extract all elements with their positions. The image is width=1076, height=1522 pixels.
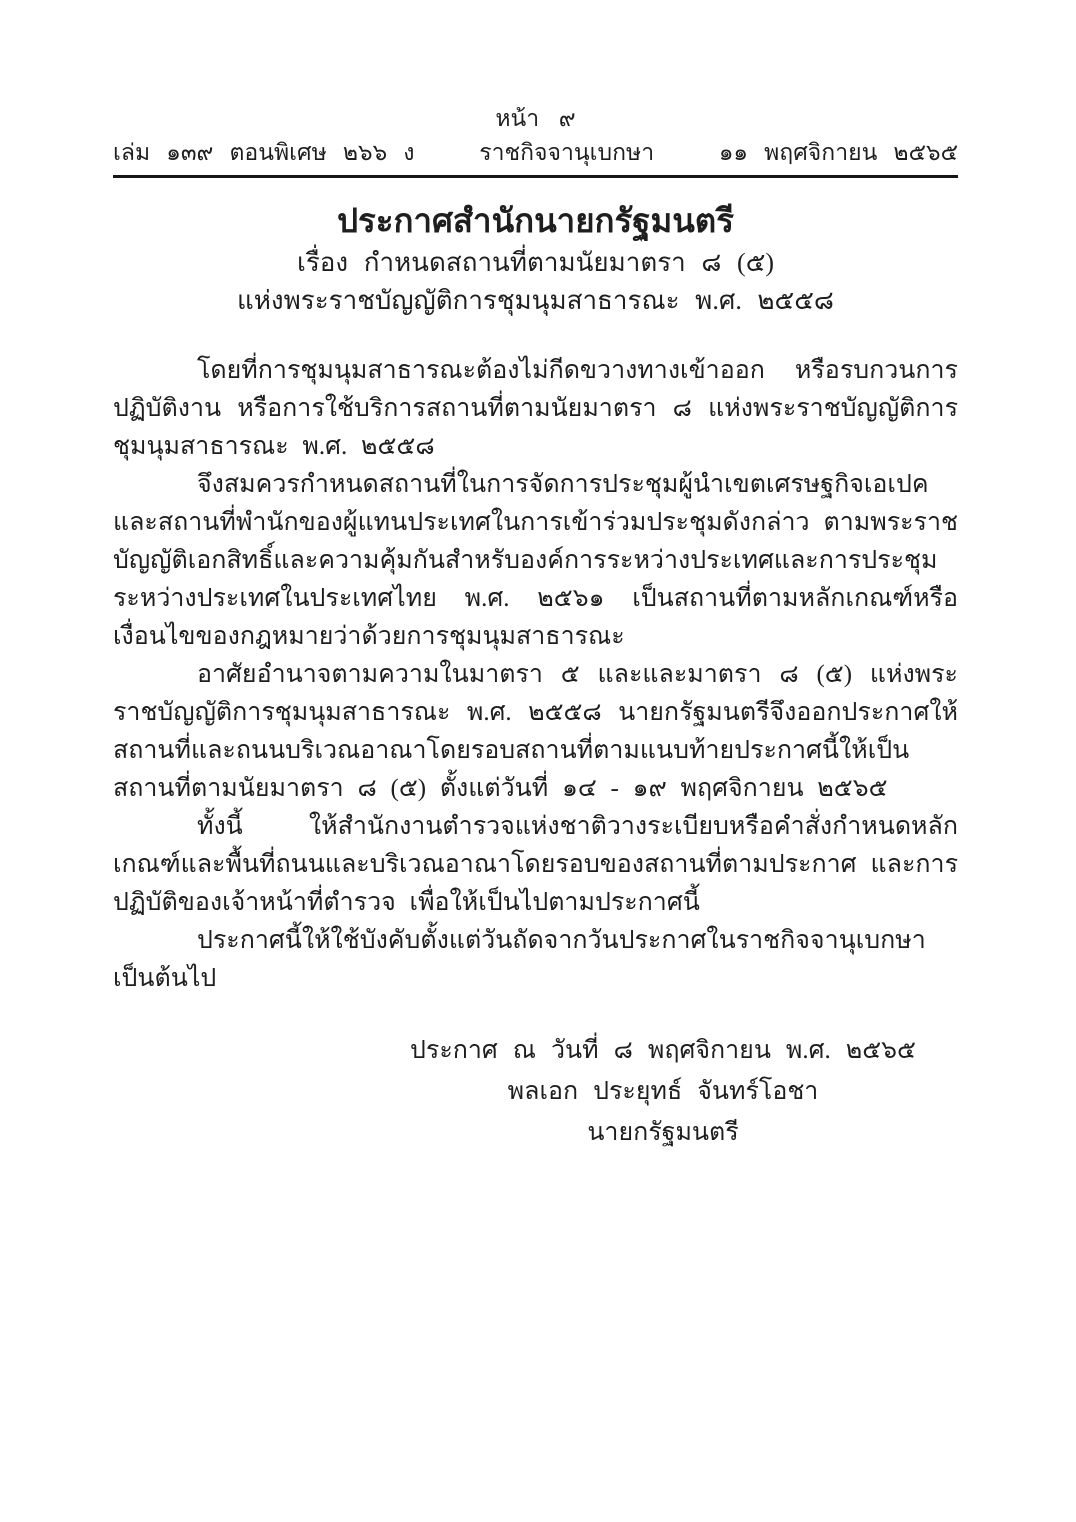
page-number: หน้า ๙ (495, 106, 576, 131)
document-body (113, 352, 958, 998)
document-subject: เรื่อง กำหนดสถานที่ตามนัยมาตรา ๘ (๕) (296, 248, 775, 277)
signatory-title: นายกรัฐมนตรี (587, 1119, 739, 1146)
paragraph: อาศัยอำนาจตามความในมาตรา ๕ และและมาตรา ๘ (๕) แห่งพระราชบัญญัติการชุมนุมสาธารณะ พ.ศ. ๒๕๕๘ นายกรัฐมนตรีจึงออกประกาศให้สถานที่และถนนบริเวณอาณาโดยรอบสถานที่ตามแนบท้ายประกาศนี้ให้เป็นสถานที่ตามนัยมาตรา ๘ (๕) ตั้งแต่วันที่ ๑๔ - ๑๙ พฤศจิกายน ๒๕๖๕ (113, 661, 958, 802)
page-header (113, 104, 958, 178)
signature-block (383, 1030, 943, 1153)
signatory-name: พลเอก ประยุทธ์ จันทร์โอชา (507, 1078, 819, 1105)
paragraph: ประกาศนี้ให้ใช้บังคับตั้งแต่วันถัดจากวันประกาศในราชกิจจานุเบกษาเป็นต้นไป (113, 927, 926, 992)
paragraph: จึงสมควรกำหนดสถานที่ในการจัดการประชุมผู้นำเขตเศรษฐกิจเอเปค และสถานที่พำนักของผู้แทนประเทศในการเข้าร่วมประชุมดังกล่าว ตามพระราชบัญญัติเอกสิทธิ์และความคุ้มกันสำหรับองค์การระหว่างประเทศและการประชุมระหว่างประเทศในประเทศไทย พ.ศ. ๒๕๖๑ เป็นสถานที่ตามหลักเกณฑ์หรือเงื่อนไขของกฎหมายว่าด้วยการชุมนุมสาธารณะ (113, 471, 958, 650)
paragraph: ทั้งนี้ ให้สำนักงานตำรวจแห่งชาติวางระเบียบหรือคำสั่งกำหนดหลักเกณฑ์และพื้นที่ถนนและบริเวณอาณาโดยรอบของสถานที่ตามประกาศ และการปฏิบัติของเจ้าหน้าที่ตำรวจ เพื่อให้เป็นไปตามประกาศนี้ (113, 813, 958, 916)
masthead-row (113, 138, 958, 178)
document-title: ประกาศสำนักนายกรัฐมนตรี (337, 204, 734, 240)
volume-info: เล่ม ๑๓๙ ตอนพิเศษ ๒๖๖ ง (113, 140, 415, 165)
publication-date: ๑๑ พฤศจิกายน ๒๕๖๕ (718, 140, 958, 165)
paragraph: โดยที่การชุมนุมสาธารณะต้องไม่กีดขวางทางเข้าออก หรือรบกวนการปฏิบัติงาน หรือการใช้บริการสถานที่ตามนัยมาตรา ๘ แห่งพระราชบัญญัติการชุมนุมสาธารณะ พ.ศ. ๒๕๕๘ (113, 357, 958, 460)
signature-date-line: ประกาศ ณ วันที่ ๘ พฤศจิกายน พ.ศ. ๒๕๖๕ (410, 1037, 916, 1064)
document-subject-act: แห่งพระราชบัญญัติการชุมนุมสาธารณะ พ.ศ. ๒๕๕๘ (237, 286, 834, 315)
title-block (113, 200, 958, 320)
gazette-name: ราชกิจจานุเบกษา (479, 140, 655, 165)
